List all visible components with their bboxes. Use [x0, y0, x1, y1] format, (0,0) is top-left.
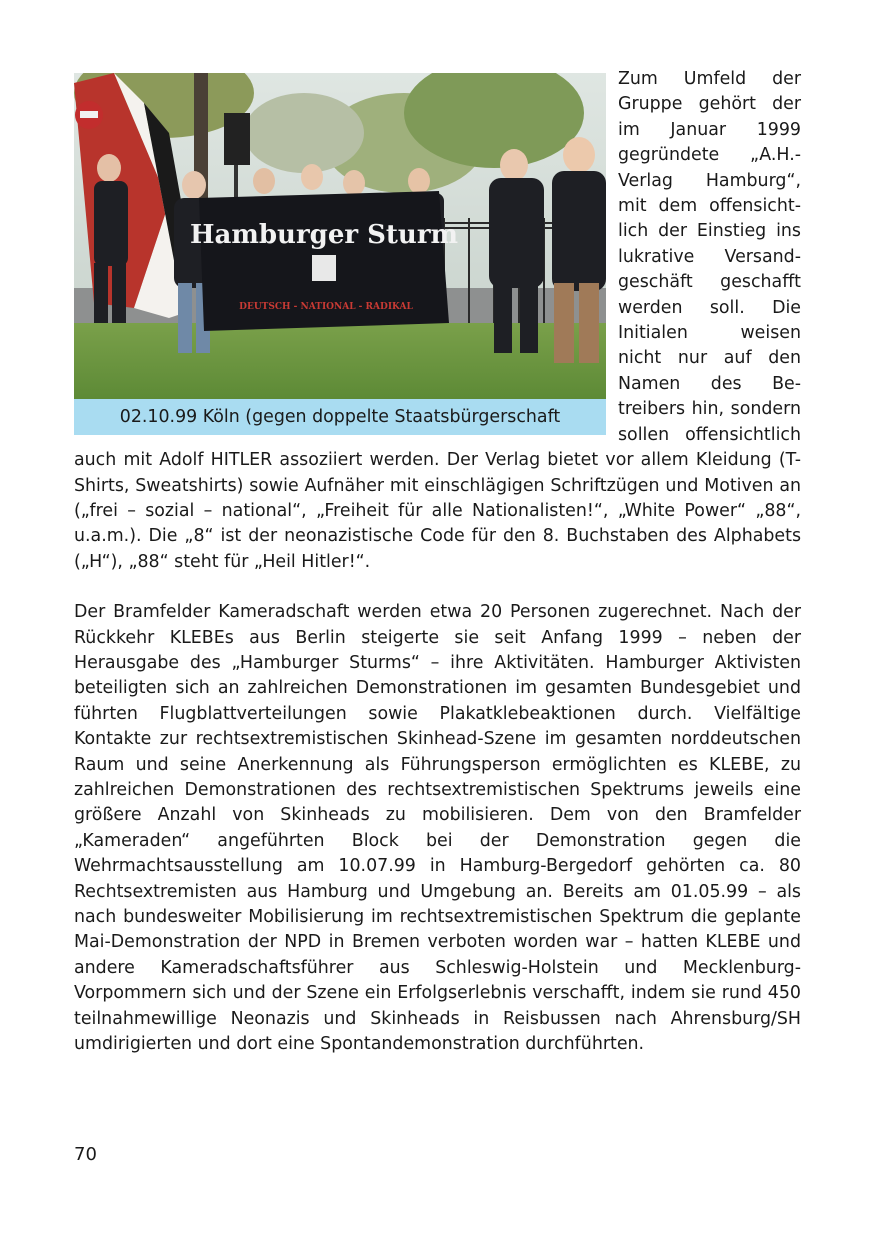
page-number: 70 — [74, 1144, 97, 1165]
photo-caption: 02.10.99 Köln (gegen doppelte Staatsbürgerschaft — [74, 399, 606, 435]
banner-sub-text: DEUTSCH - NATIONAL - RADIKAL — [239, 302, 413, 312]
demonstration-photo — [74, 73, 606, 399]
paragraph-1: Zum Umfeld der Gruppe gehört der im Januar 1999 gegründete „A.H.-Verlag Hamburg“, mit dem offensichtlich der Einstieg ins lukrative Versandgeschäft geschafft werden soll. Die Initialen weisen nicht nur auf den Namen des Betreibers hin, sondern sollen offensichtlich auch mit Adolf HITLER assoziiert werden. Der Verlag bietet vor allem Kleidung (T-Shirts, Sweatshirts) sowie Aufnäher mit einschlägigen Schriftzügen und Motiven an („frei – sozial – national“, „Freiheit für alle Nationalisten!“, „White Power“ „88“, u.a.m.). Die „8“ ist der neonazistische Code für den 8. Buchstaben des Alphabets („H“), „88“ steht für „Heil Hitler!“. — [74, 69, 801, 572]
banner-main-text: Hamburger Sturm — [189, 220, 459, 250]
paragraph-2: Der Bramfelder Kameradschaft werden etwa 20 Personen zugerechnet. Nach der Rückkehr KLEBEs aus Berlin steigerte sie seit Anfang 1999 – neben der Herausgabe des „Hamburger Sturms“ – ihre Aktivitäten. Hamburger Aktivisten beteiligten sich an zahlreichen Demonstrationen im gesamten Bundesgebiet und führten Flugblattverteilungen sowie Plakatklebeaktionen durch. Vielfältige Kontakte zur rechtsextremistischen Skinhead-Szene im gesamten norddeutschen Raum und seine Anerkennung als Führungsperson ermöglichten es KLEBE, zu zahlreichen Demonstrationen des rechtsextremistischen Spektrums jeweils eine größere Anzahl von Skinheads zu mobilisieren. Dem von den Bramfelder „Kameraden“ angeführten Block bei der Demonstration gegen die Wehrmachtsausstellung am 10.07.99 in Hamburg-Bergedorf gehörten ca. 80 Rechtsextremisten aus Hamburg und Umgebung an. Bereits am 01.05.99 – als nach bundesweiter Mobilisierung im rechtsextremistischen Spektrum die geplante Mai-Demonstration der NPD in Bremen verboten worden war – hatten KLEBE und andere Kameradschaftsführer aus Schleswig-Holstein und Mecklenburg-Vorpommern sich und der Szene ein Erfolgserlebnis verschafft, indem sie rund 450 teilnahmewillige Neonazis und Skinheads in Reisbussen nach Ahrensburg/SH umdirigierten und dort eine Spontandemonstration durchführten. — [74, 602, 801, 1055]
page-body — [74, 67, 801, 1057]
photo-figure — [74, 73, 606, 435]
